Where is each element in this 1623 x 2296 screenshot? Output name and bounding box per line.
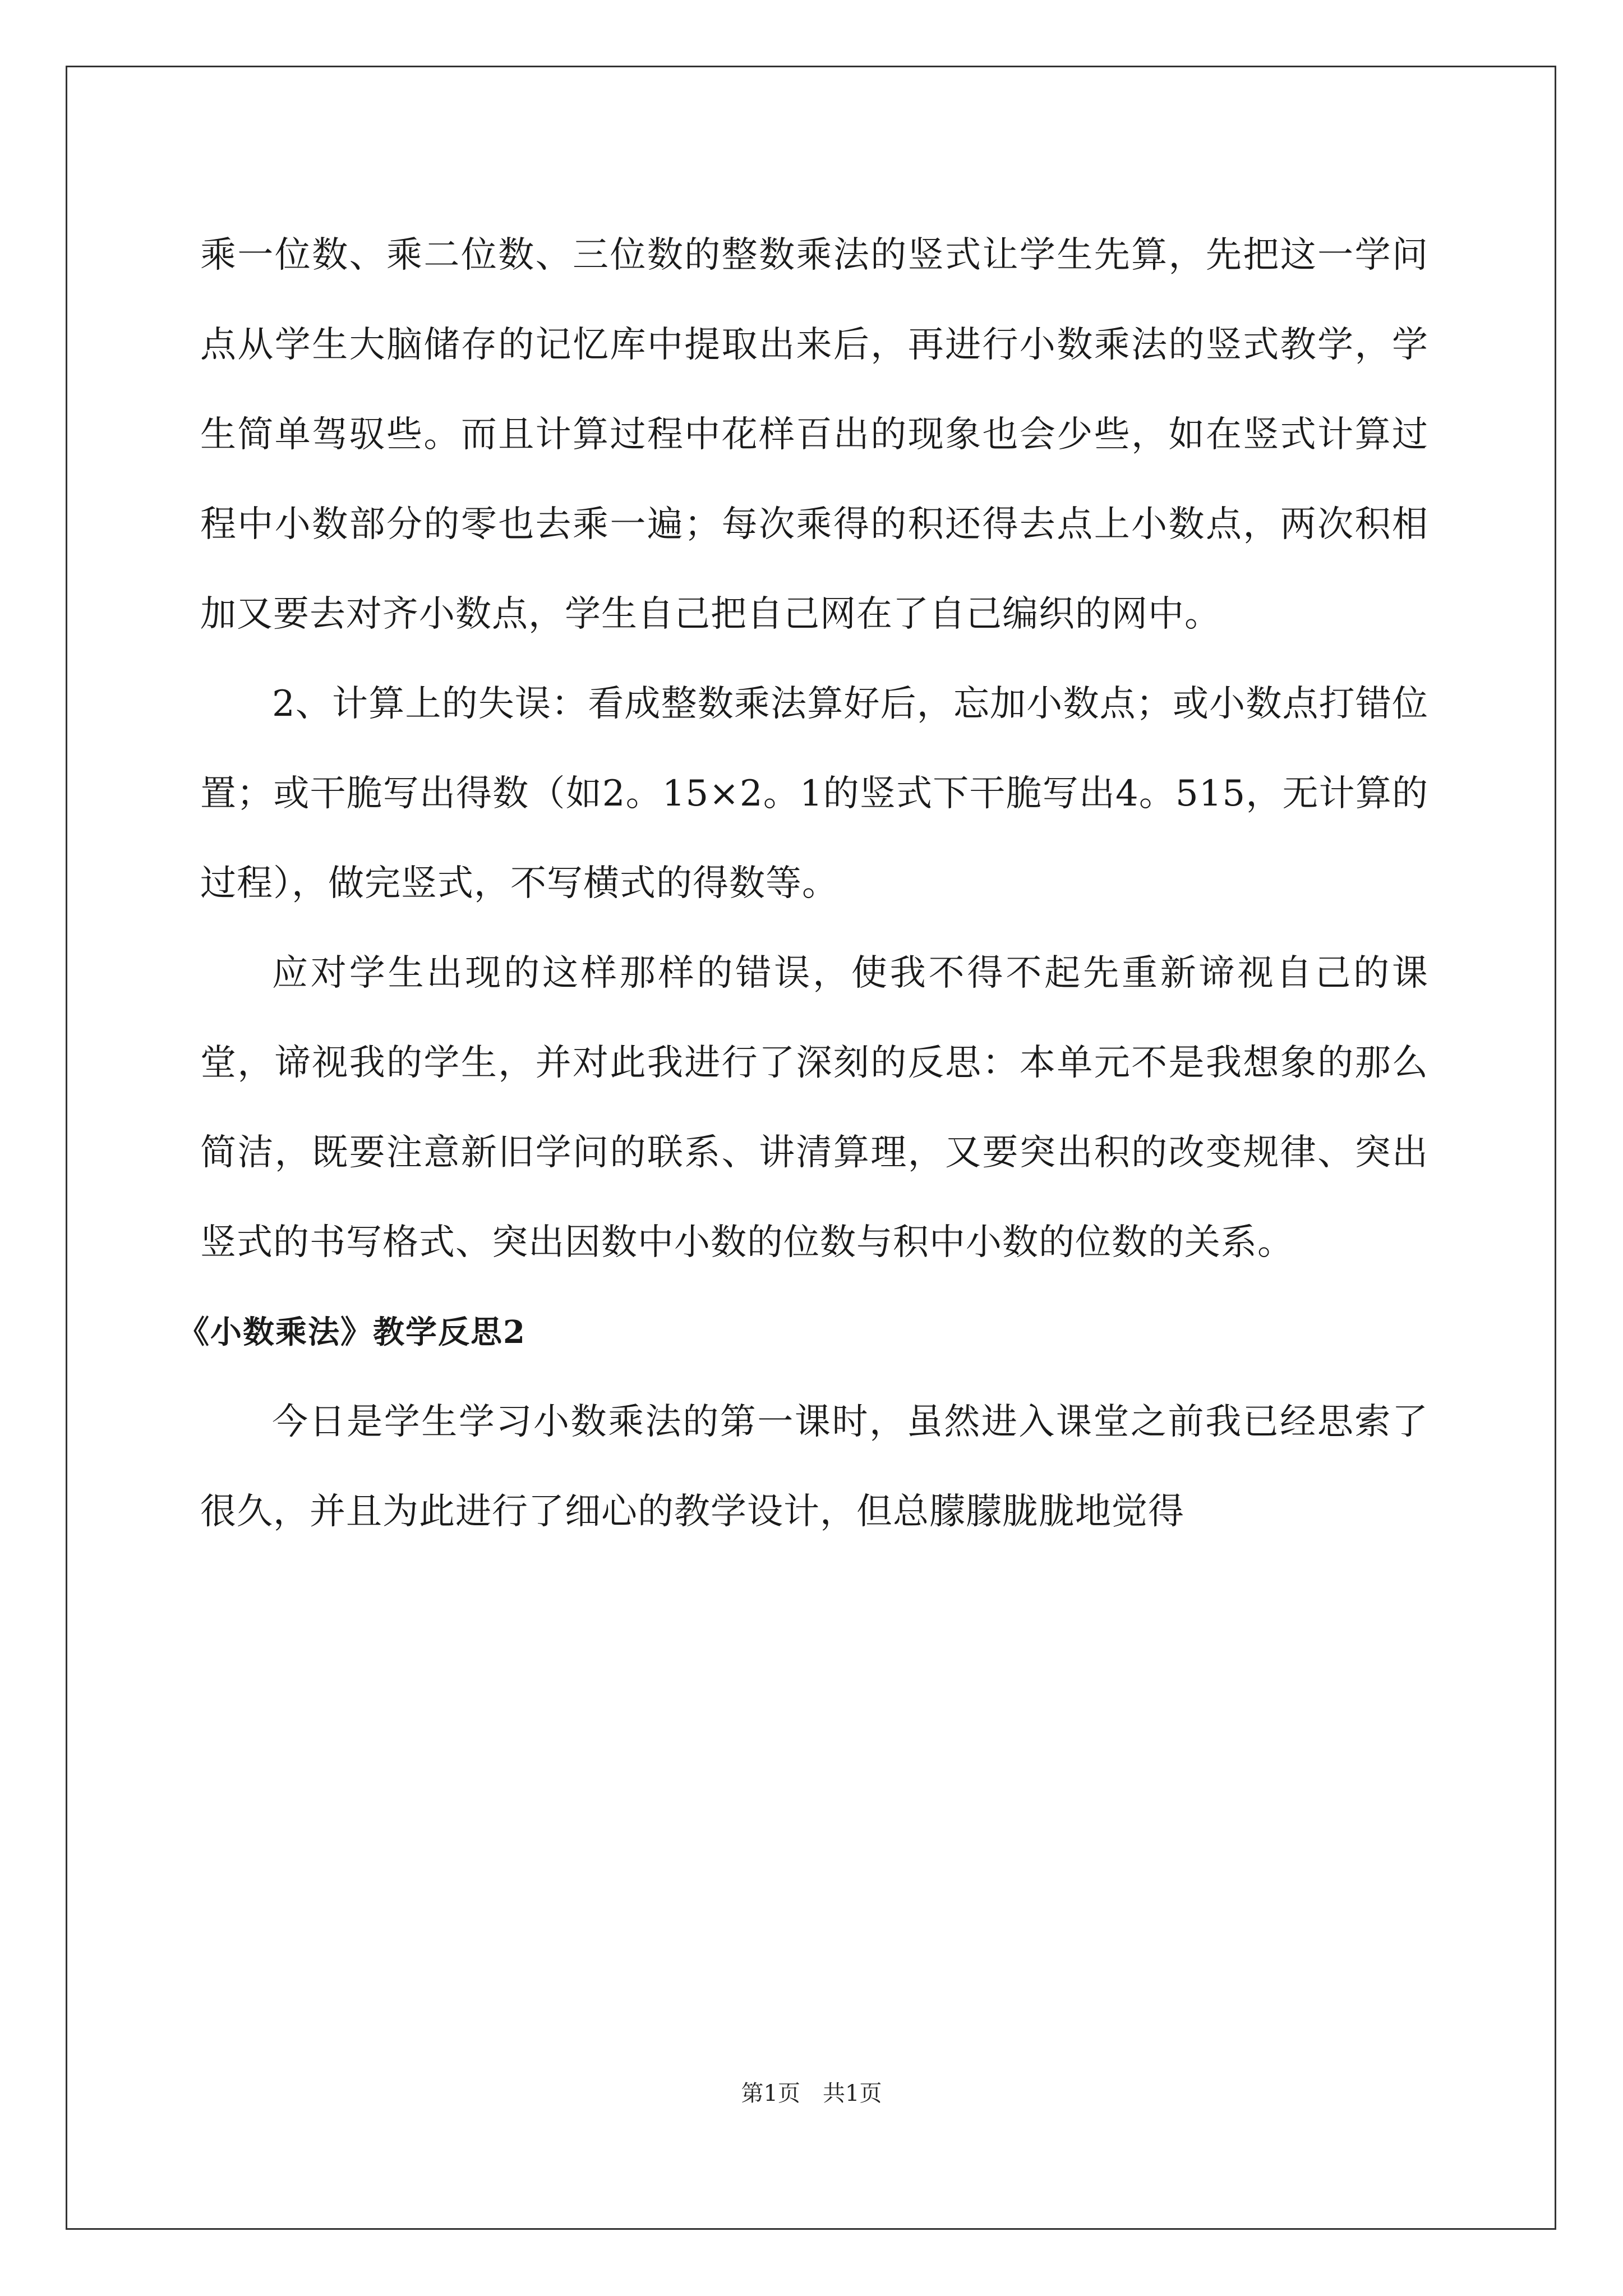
page-footer bbox=[0, 2076, 1623, 2108]
document-body bbox=[178, 210, 1428, 1557]
paragraph-1: 乘一位数、乘二位数、三位数的整数乘法的竖式让学生先算，先把这一学问点从学生大脑储存的记忆库中提取出来后，再进行小数乘法的竖式教学，学生简单驾驭些。而且计算过程中花样百出的现象也会少些，如在竖式计算过程中小数部分的零也去乘一遍；每次乘得的积还得去点上小数点，两次积相加又要去对齐小数点，学生自己把自己网在了自己编织的网中。 bbox=[200, 234, 1428, 635]
page-total: 共1页 bbox=[823, 2081, 882, 2106]
paragraph-3: 应对学生出现的这样那样的错误，使我不得不起先重新谛视自己的课堂，谛视我的学生，并对此我进行了深刻的反思：本单元不是我想象的那么简洁，既要注意新旧学问的联系、讲清算理，又要突出积的改变规律、突出竖式的书写格式、突出因数中小数的位数与积中小数的位数的关系。 bbox=[200, 953, 1428, 1263]
section-title: 《小数乘法》教学反思2 bbox=[178, 1314, 526, 1351]
paragraph-4: 今日是学生学习小数乘法的第一课时，虽然进入课堂之前我已经思索了很久，并且为此进行了细心的教学设计，但总朦朦胧胧地觉得 bbox=[200, 1401, 1428, 1533]
paragraph-2: 2、计算上的失误：看成整数乘法算好后，忘加小数点；或小数点打错位置；或干脆写出得数（如2。15×2。1的竖式下干脆写出4。515，无计算的过程），做完竖式，不写横式的得数等。 bbox=[200, 683, 1428, 904]
page-number: 第1页 bbox=[741, 2081, 800, 2106]
